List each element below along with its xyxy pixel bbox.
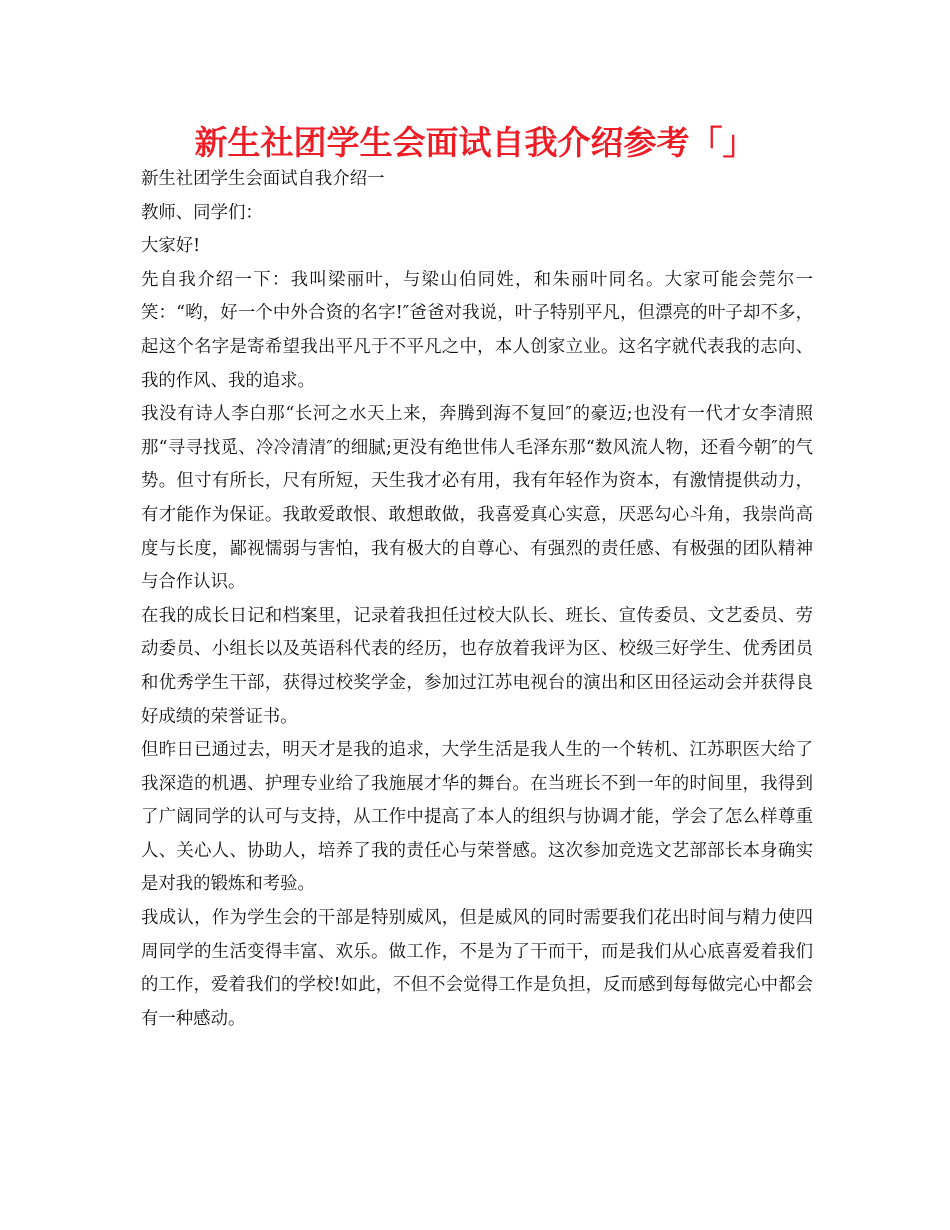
paragraph: 在我的成长日记和档案里，记录着我担任过校大队长、班长、宣传委员、文艺委员、劳动委员、小组长以及英语科代表的经历，也存放着我评为区、校级三好学生、优秀团员和优秀学生干部，获得过校奖学金，参加过江苏电视台的演出和区田径运动会并获得良好成绩的荣誉证书。: [141, 605, 813, 727]
paragraph: 先自我介绍一下：我叫梁丽叶，与梁山伯同姓，和朱丽叶同名。大家可能会莞尔一笑：“哟，好一个中外合资的名字!″爸爸对我说，叶子特别平凡，但漂亮的叶子却不多，起这个名字是寄希望我出平凡于不平凡之中，本人创家立业。这名字就代表我的志向、我的作风、我的追求。: [141, 269, 813, 391]
paragraph: 我成认，作为学生会的干部是特别威风，但是威风的同时需要我们花出时间与精力使四周同学的生活变得丰富、欢乐。做工作，不是为了干而干，而是我们从心底喜爱着我们的工作，爱着我们的学校!如此，不但不会觉得工作是负担，反而感到每每做完心中都会有一种感动。: [141, 908, 813, 1029]
paragraph-heading: 新生社团学生会面试自我介绍一: [141, 169, 385, 189]
document-title: 新生社团学生会面试自我介绍参考「」: [194, 123, 756, 162]
paragraph: 我没有诗人李白那“长河之水天上来，奔腾到海不复回″的豪迈;也没有一代才女李清照那“寻寻找觅、冷冷清清″的细腻;更没有绝世伟人毛泽东那“数风流人物，还看今朝″的气势。但寸有所长，尺有所短，天生我才必有用，我有年轻作为资本，有激情提供动力，有才能作为保证。我敢爱敢恨、敢想敢做，我喜爱真心实意，厌恶勾心斗角，我崇尚高度与长度，鄙视懦弱与害怕，我有极大的自尊心、有强烈的责任感、有极强的团队精神与合作认识。: [141, 404, 813, 593]
paragraph-salutation: 教师、同学们：: [141, 202, 263, 223]
document-body: [141, 163, 813, 1036]
paragraph-greeting: 大家好!: [141, 236, 201, 257]
paragraph: 但昨日已通过去，明天才是我的追求，大学生活是我人生的一个转机、江苏职医大给了我深造的机遇、护理专业给了我施展才华的舞台。在当班长不到一年的时间里，我得到了广阔同学的认可与支持，从工作中提高了本人的组织与协调才能，学会了怎么样尊重人、关心人、协助人，培养了我的责任心与荣誉感。这次参加竞选文艺部部长本身确实是对我的锻炼和考验。: [141, 740, 813, 895]
